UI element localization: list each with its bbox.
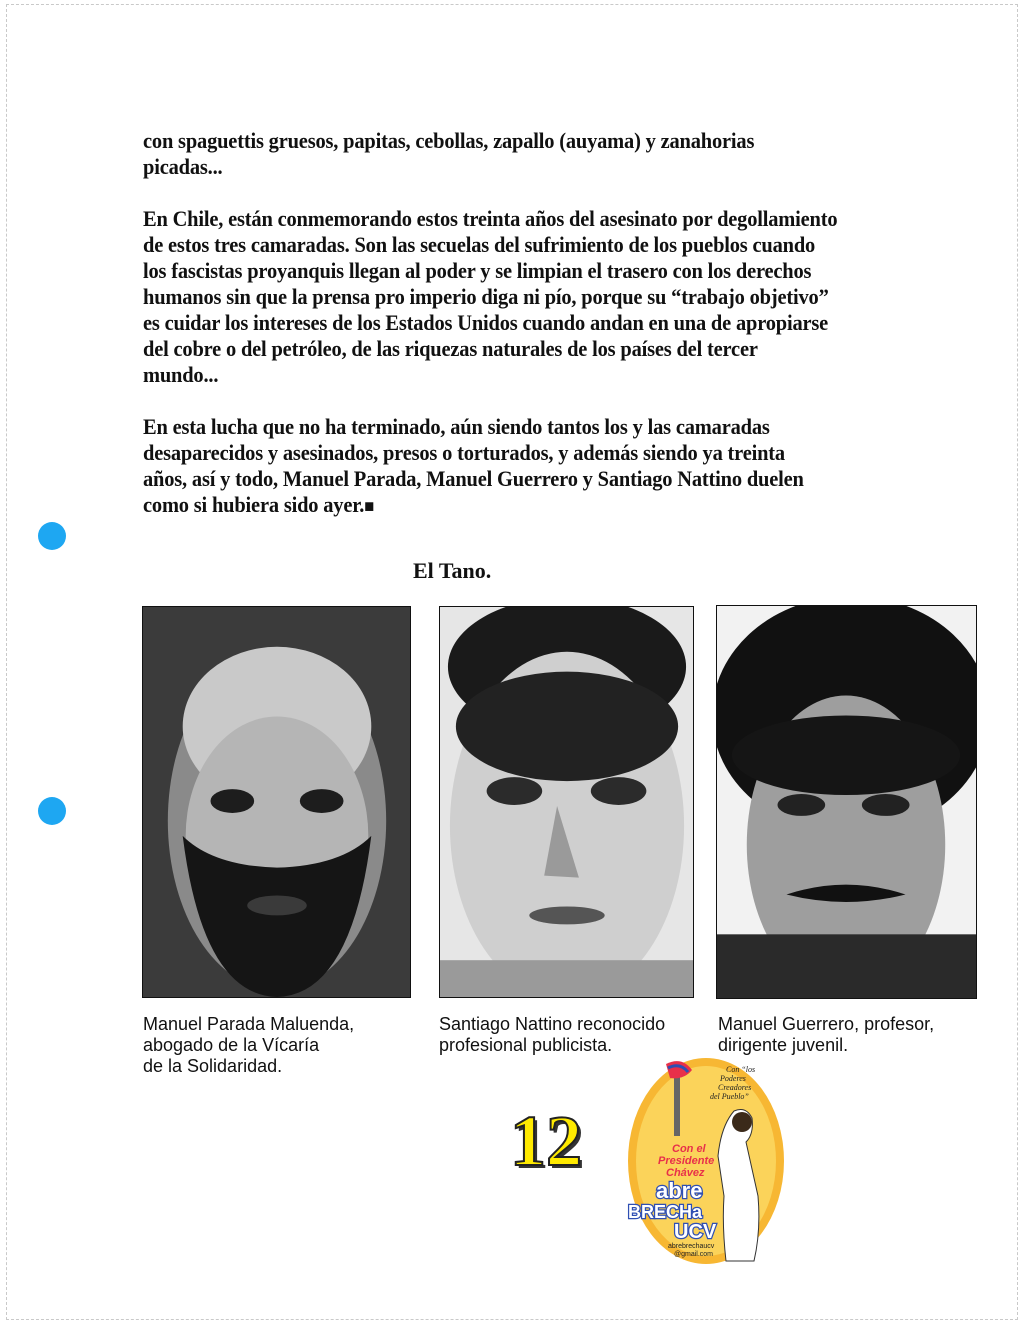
punch-hole-top <box>38 522 66 550</box>
end-mark: ■ <box>364 496 375 516</box>
portrait-photo-guerrero <box>716 605 977 999</box>
abrebrecha-logo <box>626 1056 786 1266</box>
logo-email-2: @gmail.com <box>674 1251 714 1258</box>
paragraph-2: En Chile, están conmemorando estos treinta años del asesinato por degollamiento de estos tres camaradas. Son las secuelas del sufrimiento de los pueblos cuando los fascistas proyanquis llegan al poder y se limpian el trasero con los derechos humanos sin que la prensa pro imperio diga ni pío, porque su “trabajo objetivo” es cuidar los intereses de los Estados Unidos cuando andan en una de apropiarse del cobre o del petróleo, de las riquezas naturales de los países del tercer mundo... <box>143 206 838 387</box>
logo-brand-3: UCV <box>674 1221 717 1243</box>
logo-brand-1: abre <box>656 1178 703 1203</box>
logo-quote-4: del Pueblo” <box>710 1092 749 1101</box>
portrait-photo-parada <box>142 606 411 998</box>
caption-nattino: Santiago Nattino reconocido profesional publicista. <box>439 1014 666 1055</box>
caption-parada: Manuel Parada Maluenda, abogado de la Vícaría de la Solidaridad. <box>143 1014 355 1076</box>
article-body <box>143 128 887 519</box>
caption-guerrero: Manuel Guerrero, profesor, dirigente juvenil. <box>718 1014 935 1055</box>
paragraph-1: con spaguettis gruesos, papitas, cebollas, zapallo (auyama) y zanahorias picadas... <box>143 128 755 179</box>
logo-email-1: abrebrechaucv <box>668 1243 715 1250</box>
paragraph-3 <box>143 414 887 519</box>
portrait-nattino-image <box>440 607 693 997</box>
portrait-guerrero-image <box>717 606 976 998</box>
logo-quote-1: Con “los <box>726 1065 756 1074</box>
portrait-photo-nattino <box>439 606 694 998</box>
logo-quote-2: Poderes <box>720 1074 746 1083</box>
portrait-parada-image <box>143 607 410 997</box>
logo-graphic <box>626 1056 786 1266</box>
paragraph-3-text: En esta lucha que no ha terminado, aún siendo tantos los y las camaradas desaparecidos y asesinados, presos o torturados, y además siendo ya treinta años, así y todo, Manuel Parada, Manuel Guerrero y Santiago Nattino duelen como si hubiera sido ayer. <box>143 414 804 517</box>
page-number: 12 <box>510 1101 582 1181</box>
author-signature: El Tano. <box>413 558 492 583</box>
logo-brand-2: BRECHa <box>628 1202 703 1222</box>
logo-slogan-2: Presidente <box>658 1155 715 1167</box>
logo-quote-3: Creadores <box>718 1083 752 1092</box>
logo-slogan-3: Chávez <box>666 1167 705 1179</box>
punch-hole-bottom <box>38 797 66 825</box>
logo-slogan-1: Con el <box>672 1143 706 1155</box>
